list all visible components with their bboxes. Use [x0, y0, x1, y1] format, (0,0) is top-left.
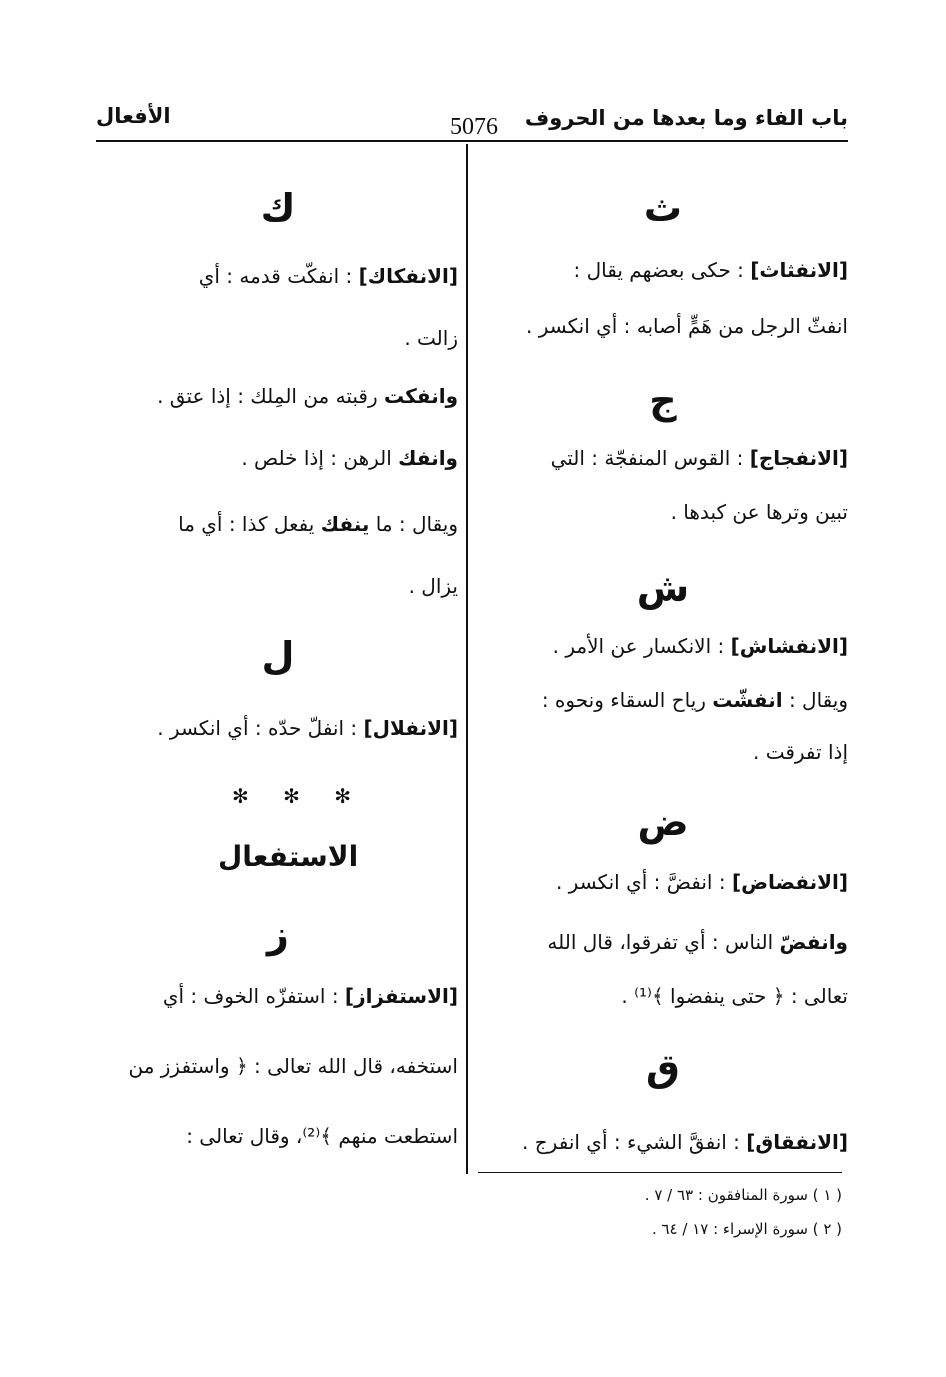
entry-line — [199, 264, 458, 288]
entry-line: زالت . — [404, 326, 458, 350]
letter-heading-shin: ش — [636, 566, 690, 610]
entry-line — [551, 446, 848, 470]
entry-text: : القوس المنفجّة : التي — [550, 446, 744, 470]
letter-heading-lam: ل — [261, 634, 295, 678]
entry-text: : انفضَّ : أي انكسر . — [555, 870, 726, 894]
footnote: ( ١ ) سورة المنافقون : ٦٣ / ٧ . — [644, 1186, 842, 1204]
headword: [الانفشاش] — [730, 634, 848, 658]
letter-heading-kaf: ك — [260, 186, 296, 230]
entry-text: رياح السقاء ونحوه : — [541, 688, 706, 712]
headword: [الانفلال] — [363, 716, 458, 740]
letter-heading-tha: ث — [643, 186, 683, 230]
letter-heading-zay: ز — [267, 912, 289, 956]
headword-inline: وانفك — [398, 446, 458, 470]
entry-text: ويقال : ما — [375, 512, 458, 536]
entry-line: يزال . — [408, 574, 458, 598]
entry-line — [241, 446, 458, 470]
entry-line — [157, 716, 458, 740]
entry-text: : الانكسار عن الأمر . — [552, 634, 725, 658]
entry-line — [178, 512, 458, 536]
entry-line: إذا تفرقت . — [752, 740, 848, 764]
entry-line — [556, 870, 848, 894]
headword: [الانفكاك] — [358, 264, 458, 288]
running-header-left: الأفعال — [96, 104, 171, 128]
headword-inline: وانفضّ — [779, 930, 848, 954]
footnote-rule — [478, 1172, 842, 1173]
entry-text: الناس : أي تفرقوا، قال الله — [547, 930, 774, 954]
column-divider — [466, 144, 468, 1174]
entry-text: : حكى بعضهم يقال : — [573, 258, 744, 282]
letter-heading-dad: ض — [637, 800, 689, 844]
headword-inline: وانفكت — [384, 384, 458, 408]
entry-line — [553, 634, 848, 658]
headword-inline: انفشّت — [712, 688, 783, 712]
headword: [الانفجاج] — [749, 446, 848, 470]
entry-text: : استفزّه الخوف : أي — [162, 984, 339, 1008]
entry-text: الرهن : إذا خلص . — [241, 446, 392, 470]
entry-line — [574, 258, 848, 282]
entry-line — [522, 1130, 848, 1154]
entry-line — [163, 984, 458, 1008]
entry-line — [157, 384, 458, 408]
entry-line: استطعت منهم ﴾⁽²⁾، وقال تعالى : — [186, 1124, 458, 1148]
footnote: ( ٢ ) سورة الإسراء : ١٧ / ٦٤ . — [651, 1220, 842, 1238]
letter-heading-qaf: ق — [646, 1046, 680, 1090]
entry-line: تبين وترها عن كبدها . — [670, 500, 848, 524]
entry-line: انفثّ الرجل من هَمٍّ أصابه : أي انكسر . — [525, 314, 848, 338]
entry-text: رقبته من المِلك : إذا عتق . — [157, 384, 378, 408]
running-header-right: باب الفاء وما بعدها من الحروف — [524, 106, 848, 130]
headword: [الاستفزاز] — [344, 984, 458, 1008]
letter-heading-jim: ج — [649, 378, 677, 422]
headword: [الانفضاض] — [731, 870, 848, 894]
entry-line — [547, 930, 848, 954]
header-rule — [96, 140, 848, 142]
entry-text: : انفكّت قدمه : أي — [198, 264, 353, 288]
entry-text: : انفلّ حدّه : أي انكسر . — [157, 716, 358, 740]
headword: [الانفثاث] — [750, 258, 848, 282]
page-number: 5076 — [450, 114, 498, 140]
entry-line: تعالى : ﴿ حتى ينفضوا ﴾⁽¹⁾ . — [621, 984, 848, 1008]
entry-text: يفعل كذا : أي ما — [178, 512, 315, 536]
section-separator-stars: ✻ ✻ ✻ — [232, 784, 365, 808]
entry-text: : انفقَّ الشيء : أي انفرج . — [522, 1130, 740, 1154]
entry-text: ويقال : — [788, 688, 848, 712]
section-title: الاستفعال — [218, 840, 359, 873]
entry-line: استخفه، قال الله تعالى : ﴿ واستفزز من — [128, 1054, 458, 1078]
headword: [الانفقاق] — [746, 1130, 848, 1154]
headword-inline: ينفك — [320, 512, 370, 536]
entry-line — [542, 688, 848, 712]
